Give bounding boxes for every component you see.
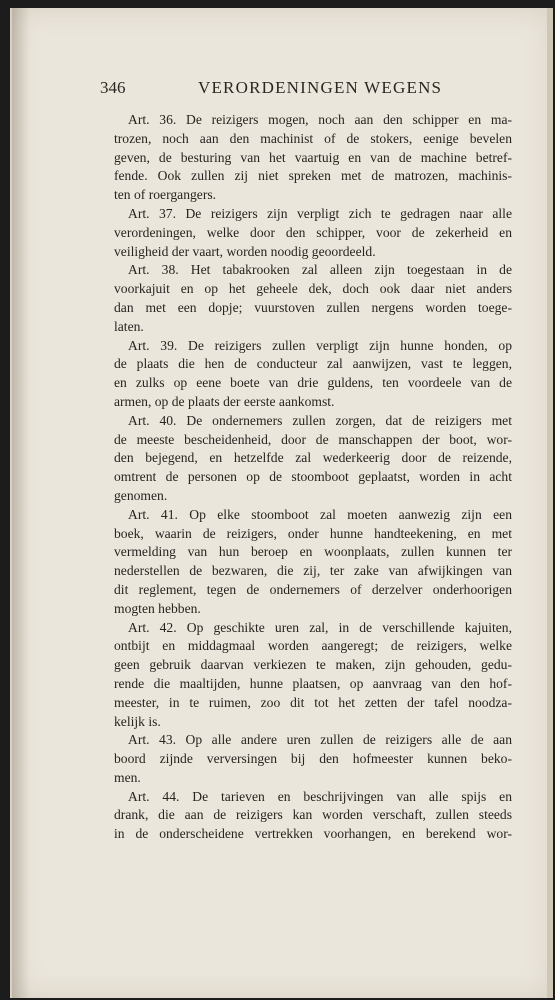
text-line: men. <box>114 769 141 785</box>
text-line: dit reglement, tegen de ondernemers of derzelver onderhoorigen <box>114 581 512 597</box>
text-line: en zulks op eene boete van drie guldens, ten voordeele van de <box>114 375 512 391</box>
text-line: kelijk is. <box>114 713 161 729</box>
text-line: veiligheid der vaart, worden noodig geoordeeld. <box>114 243 376 259</box>
text-line: dan met een dopje; vuurstoven zullen nergens worden toege- <box>114 299 512 315</box>
text-line: de plaats die hen de conducteur zal aanwijzen, vast te leggen, <box>114 356 512 372</box>
text-line: mogten hebben. <box>114 600 201 616</box>
text-line: Art. 43. Op alle andere uren zullen de reizigers alle de aan <box>128 732 512 748</box>
text-line: den bejegend, en hetzelfde zal wederkeerig door de reizende, <box>114 450 512 466</box>
text-line: boord zijnde verversingen bij den hofmeester kunnen beko- <box>114 751 512 767</box>
text-line: fende. Ook zullen zij niet spreken met de matrozen, machinis- <box>114 168 512 184</box>
text-line: Art. 38. Het tabakrooken zal alleen zijn toegestaan in de <box>128 262 512 278</box>
article-paragraph <box>114 205 512 261</box>
text-line: ontbijt en middagmaal worden aangeregt; de reizigers, welke <box>114 638 512 654</box>
text-line: vermelding van hun beroep en woonplaats, zullen kunnen ter <box>114 544 512 560</box>
text-line: voorkajuit en op het geheele dek, doch ook daar niet anders <box>114 281 512 297</box>
text-line: Art. 40. De ondernemers zullen zorgen, dat de reizigers met <box>128 412 512 428</box>
article-paragraph <box>114 261 512 336</box>
text-line: omtrent de personen op de stoomboot geplaatst, worden in acht <box>114 469 512 485</box>
running-head: VERORDENINGEN WEGENS <box>198 78 443 97</box>
text-line: geen gebruik daarvan verkiezen te maken, zijn gehouden, gedu- <box>114 657 512 673</box>
text-line: Art. 41. Op elke stoomboot zal moeten aanwezig zijn een <box>128 506 512 522</box>
body-text <box>114 111 512 844</box>
article-paragraph <box>114 412 512 506</box>
text-line: meester, in te ruimen, zoo dit tot het zetten der tafel noodza- <box>114 694 512 710</box>
article-paragraph <box>114 111 512 205</box>
text-line: Art. 44. De tarieven en beschrijvingen van alle spijs en <box>128 788 512 804</box>
text-line: armen, op de plaats der eerste aankomst. <box>114 393 335 409</box>
text-line: boek, waarin de reizigers, onder hunne handteekening, en met <box>114 525 512 541</box>
page-edge <box>547 8 553 998</box>
text-line: Art. 36. De reizigers mogen, noch aan den schipper en ma- <box>128 112 512 127</box>
text-line: genomen. <box>114 487 168 503</box>
text-line: geven, de besturing van het vaartuig en van de machine betref- <box>114 149 512 165</box>
text-line: Art. 39. De reizigers zullen verpligt zijn hunne honden, op <box>128 337 512 353</box>
text-line: Art. 42. Op geschikte uren zal, in de verschillende kajuiten, <box>128 619 512 635</box>
article-paragraph <box>114 337 512 412</box>
text-line: ten of roergangers. <box>114 187 217 203</box>
page-gutter-shadow <box>12 8 30 998</box>
article-paragraph <box>114 731 512 787</box>
text-line: drank, die aan de reizigers kan worden verschaft, zullen steeds <box>114 807 512 823</box>
text-line: laten. <box>114 318 144 334</box>
text-line: Art. 37. De reizigers zijn verpligt zich te gedragen naar alle <box>128 205 512 221</box>
text-line: de meeste bescheidenheid, door de manschappen der boot, wor- <box>114 431 512 447</box>
article-paragraph <box>114 619 512 732</box>
text-line: verordeningen, welke door den schipper, voor de zekerheid en <box>114 224 512 240</box>
article-paragraph <box>114 506 512 619</box>
text-line: nederstellen de bezwaren, die zij, ter zake van afwijkingen van <box>114 563 512 579</box>
text-line: in de onderscheidene vertrekken voorhangen, en berekend wor- <box>114 826 512 842</box>
text-line: trozen, noch aan den machinist of de stokers, eenige bevelen <box>114 130 512 146</box>
article-paragraph <box>114 788 512 844</box>
text-line: rende die maaltijden, hunne plaatsen, op aanvraag van den hof- <box>114 675 512 691</box>
page-number: 346 <box>100 78 126 97</box>
